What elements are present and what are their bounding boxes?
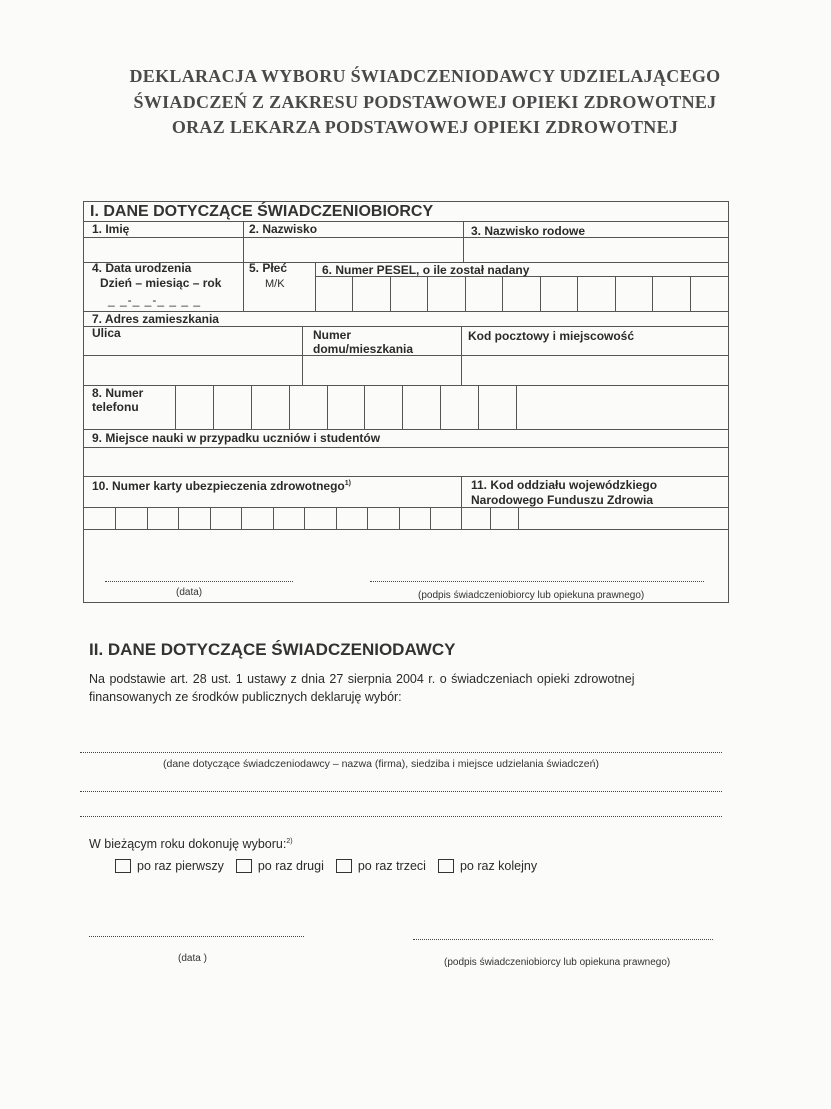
field-street-label: Ulica [92,326,121,340]
section-2-signature-line[interactable] [413,939,713,940]
checkbox-icon[interactable] [115,859,131,873]
legal-basis-line-1: Na podstawie art. 28 ust. 1 ustawy z dnia 27 sierpnia 2004 r. o świadczeniach opieki zdrowotnej [89,672,635,686]
field-postal-code-label: Kod pocztowy i miejscowość [468,329,635,343]
field-address-label: 7. Adres zamieszkania [92,312,219,326]
field-nfz-branch-label-2: Narodowego Funduszu Zdrowia [471,493,653,507]
field-birth-date-label: 4. Data urodzenia [92,261,192,275]
field-house-number-label: Numer [313,328,352,342]
field-birth-date-pattern: _ _-_ _-_ _ _ _ [108,293,202,307]
date-caption: (data) [176,587,203,598]
signature-caption: (podpis świadczeniobiorcy lub opiekuna prawnego) [418,590,645,601]
section-2-date-line[interactable] [89,936,304,937]
provider-data-caption: (dane dotyczące świadczeniodawcy – nazwa (firma), siedziba i miejsce udzielania świadczeń) [163,758,599,770]
checkbox-icon[interactable] [438,859,454,873]
field-house-number-label-2: domu/mieszkania [313,342,414,356]
provider-data-line-1[interactable] [80,752,722,753]
section-2-signature-caption: (podpis świadczeniobiorcy lub opiekuna prawnego) [444,957,671,968]
date-line[interactable] [105,581,293,582]
field-family-name-label: 3. Nazwisko rodowe [471,224,586,238]
form-title-line-2: ŚWIADCZEŃ Z ZAKRESU PODSTAWOWEJ OPIEKI ZDROWOTNEJ [133,92,717,112]
checkbox-icon[interactable] [236,859,252,873]
field-first-name-label: 1. Imię [92,222,130,236]
option-first-time[interactable]: po raz pierwszy [115,859,224,873]
option-next-time[interactable]: po raz kolejny [438,859,537,873]
option-second-time[interactable]: po raz drugi [236,859,324,873]
field-phone-label: 8. Numer [92,386,144,400]
provider-data-line-2[interactable] [80,791,722,792]
field-birth-date-format: Dzień – miesiąc – rok [100,276,222,290]
choice-options [115,859,549,873]
field-last-name-label: 2. Nazwisko [249,222,318,236]
signature-line[interactable] [370,581,704,582]
legal-basis-line-2: finansowanych ze środków publicznych deklaruję wybór: [89,690,402,704]
field-sex-label: 5. Płeć [249,261,288,275]
section-2-date-caption: (data ) [178,953,207,964]
field-school-label: 9. Miejsce nauki w przypadku uczniów i studentów [92,431,381,445]
option-third-time[interactable]: po raz trzeci [336,859,426,873]
field-pesel-label: 6. Numer PESEL, o ile został nadany [322,263,530,277]
section-2-heading: II. DANE DOTYCZĄCE ŚWIADCZENIODAWCY [89,640,456,659]
field-insurance-card-label: 10. Numer karty ubezpieczenia zdrowotnego$^{1)}$ [92,479,351,493]
field-phone-label-2: telefonu [92,400,139,414]
section-1-heading: I. DANE DOTYCZĄCE ŚWIADCZENIOBIORCY [90,203,434,220]
form-title-line-1: DEKLARACJA WYBORU ŚWIADCZENIODAWCY UDZIELAJĄCEGO [129,66,721,86]
form-title-line-3: ORAZ LEKARZA PODSTAWOWEJ OPIEKI ZDROWOTNEJ [171,117,679,137]
field-nfz-branch-label: 11. Kod oddziału wojewódzkiego [471,478,658,492]
field-sex-options: M/K [265,278,285,290]
checkbox-icon[interactable] [336,859,352,873]
choice-label: W bieżącym roku dokonuję wyboru:$^{2)}$ [89,837,293,851]
provider-data-line-3[interactable] [80,816,722,817]
